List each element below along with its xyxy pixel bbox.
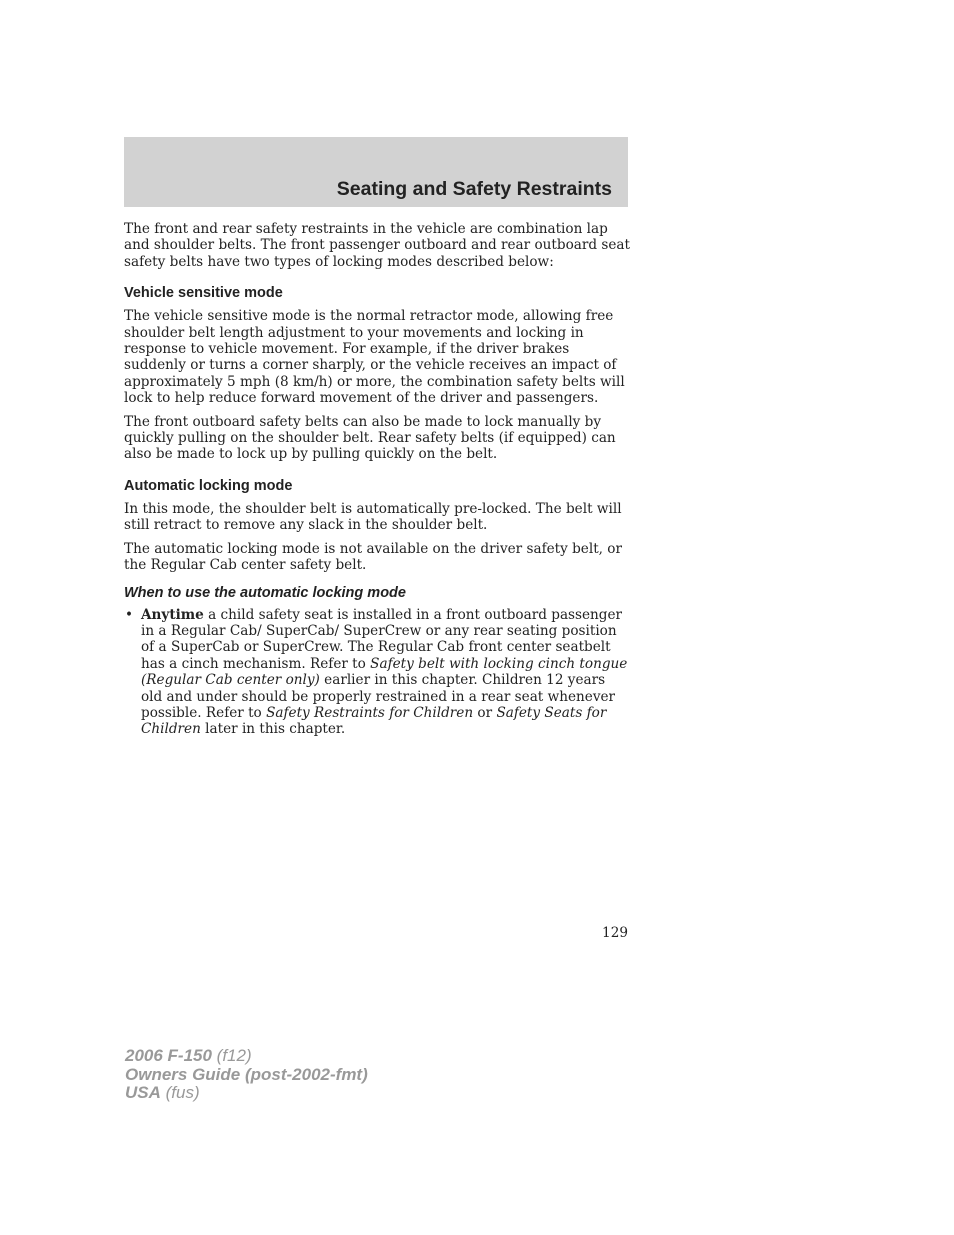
automatic-locking-paragraph-2: The automatic locking mode is not available on the driver safety belt, or the Regular Cab center safety belt. (124, 540, 622, 574)
page-content (124, 221, 630, 738)
vehicle-sensitive-paragraph-1: The vehicle sensitive mode is the normal retractor mode, allowing free shoulder belt length adjustment to your movements and locking in response to vehicle movement. For example, if the driver brakes suddenly or turns a corner sharply, or the vehicle receives an impact of approximately 5 mph (8 km/h) or more, the combination safety belts will lock to help reduce forward movement of the driver and passengers. (124, 308, 625, 407)
page-number: 129 (602, 925, 628, 941)
bullet-bold-lead: Anytime (141, 606, 204, 623)
footer-region: USA (125, 1083, 161, 1102)
footer-guide-name: Owners Guide (post-2002-fmt) (125, 1064, 368, 1084)
when-to-use-heading: When to use the automatic locking mode (124, 584, 406, 601)
reference-locking-cinch: Safety belt with locking cinch tongue (Regular Cab center only) (141, 655, 628, 689)
footer-line-2 (125, 1066, 368, 1085)
bullet-text-3: or (473, 704, 497, 721)
footer-line-1 (125, 1047, 368, 1066)
bullet-text-4: later in this chapter. (200, 721, 346, 738)
section-header-bar (124, 137, 628, 207)
bullet-text-1: a child safety seat is installed in a front outboard passenger in a Regular Cab/ SuperCab/ SuperCrew or any rear seating position of a SuperCab or SuperCrew. The Regular Cab front center seatbelt has a cinch mechanism. Refer to (141, 606, 623, 672)
footer-line-3 (125, 1084, 368, 1103)
list-item (124, 607, 630, 738)
vehicle-sensitive-heading: Vehicle sensitive mode (124, 285, 283, 302)
intro-paragraph: The front and rear safety restraints in the vehicle are combination lap and shoulder belts. The front passenger outboard and rear outboard seat safety belts have two types of locking modes described below: (124, 221, 630, 270)
footer-model: 2006 F-150 (125, 1046, 212, 1065)
vehicle-sensitive-paragraph-2: The front outboard safety belts can also be made to lock manually by quickly pulling on the shoulder belt. Rear safety belts (if equipped) can also be made to lock up by pulling quickly on the belt. (124, 413, 616, 463)
section-title: Seating and Safety Restraints (336, 178, 612, 200)
document-footer (125, 1047, 368, 1103)
automatic-locking-heading: Automatic locking mode (124, 477, 293, 494)
reference-safety-seats-children: Safety Seats for Children (141, 704, 607, 738)
reference-safety-restraints-children: Safety Restraints for Children (266, 704, 474, 721)
bullet-icon: • (125, 606, 134, 623)
footer-region-code: (fus) (160, 1083, 200, 1102)
footer-model-code: (f12) (211, 1046, 252, 1065)
automatic-locking-paragraph-1: In this mode, the shoulder belt is automatically pre-locked. The belt will still retract to remove any slack in the shoulder belt. (124, 500, 622, 534)
when-to-use-list (124, 607, 630, 738)
bullet-text-2: earlier in this chapter. Children 12 years old and under should be properly restrained in a rear seat whenever possible. Refer to (141, 672, 616, 721)
